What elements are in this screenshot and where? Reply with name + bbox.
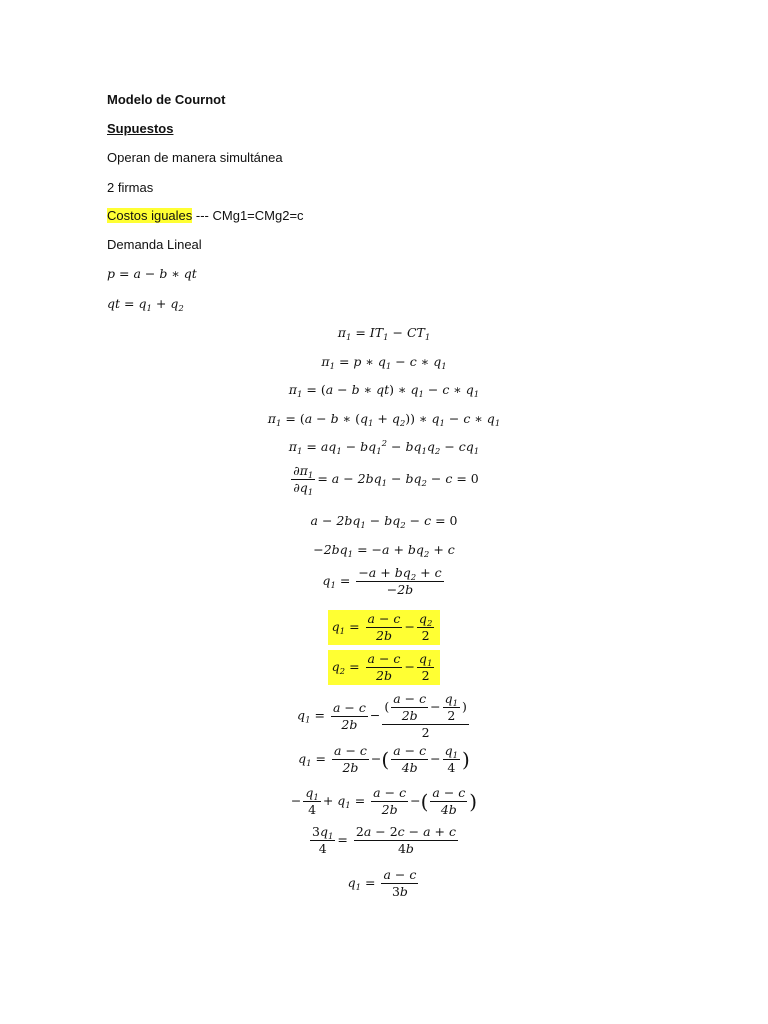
costs-highlight: Costos iguales bbox=[107, 208, 193, 223]
equation-profit-step3: $\pi_1 = (a - b$ ∗ $(q_1 + q_2)$) ∗ $q_1 - c$ ∗ $q_1$ bbox=[267, 411, 501, 429]
equation-final-q1: $q_1$ = $\frac{a - c}{3b}$ bbox=[347, 867, 417, 899]
equation-q1-solution: $q_1$ = $\frac{-a + bq_2 + c}{-2b}$ bbox=[322, 565, 442, 597]
reaction-function-firm2: $q_2$ = $\frac{a - c}{2b}$ − $\frac{q_1}{2}$ bbox=[0, 650, 768, 685]
equation-profit-definition: $\pi_1 = IT_1 - CT_1$ bbox=[337, 325, 431, 343]
equation-profit-step2: $\pi_1 = (a - b$ ∗ qt) ∗ $q_1 - c$ ∗ $q_1$ bbox=[288, 382, 480, 400]
equation-isolate-q1: $-2bq_1 = -a + bq_2 + c$ bbox=[313, 542, 455, 560]
equation-price: p = a − b ∗ qt bbox=[107, 266, 197, 281]
equation-profit-step1: $\pi_1 = p$ ∗ $q_1 - c$ ∗ $q_1$ bbox=[321, 354, 447, 372]
equation-profit-expanded: $\pi_1 = aq_1 - bq_1^2 - bq_1q_2 - cq_1$ bbox=[288, 439, 480, 457]
section-heading-supuestos: Supuestos bbox=[107, 121, 174, 136]
assumption-linear-demand: Demanda Lineal bbox=[107, 237, 202, 252]
assumption-costs bbox=[107, 208, 304, 224]
costs-equality: --- CMg1=CMg2=c bbox=[192, 208, 304, 223]
reaction-function-firm1: $q_1$ = $\frac{a - c}{2b}$ − $\frac{q_2}{2}$ bbox=[0, 610, 768, 645]
assumption-simultaneous: Operan de manera simultánea bbox=[107, 150, 283, 165]
equation-substitution: $q_1$ = $\frac{a - c}{2b}$ − ( $\frac{a - c}{2b}$ − $\frac{q_1}{2}$ ) 2 bbox=[297, 691, 467, 740]
document-title: Modelo de Cournot bbox=[107, 92, 226, 107]
equation-first-order-condition: $\frac{\partial\pi_1}{\partial q_1}$ = $a - 2bq_1 - bq_2 - c = 0$ bbox=[293, 463, 479, 498]
equation-combine: $\frac{3q_1}{4}$ = $\frac{2a - 2c - a + c}{4b}$ bbox=[312, 824, 456, 856]
equation-collect-terms: − $\frac{q_1}{4}$ + $q_1$ = $\frac{a - c}{2b}$ −( $\frac{a - c}{4b}$ ) bbox=[290, 785, 478, 817]
equation-foc-simplified: $a - 2bq_1 - bq_2 - c = 0$ bbox=[310, 513, 458, 531]
equation-total-quantity: qt = $q_1 + q_2$ bbox=[107, 296, 184, 314]
assumption-two-firms: 2 firmas bbox=[107, 180, 154, 195]
equation-simplify: $q_1$ = $\frac{a - c}{2b}$ −( $\frac{a - c}{4b}$ − $\frac{q_1}{4}$ ) bbox=[298, 743, 470, 775]
